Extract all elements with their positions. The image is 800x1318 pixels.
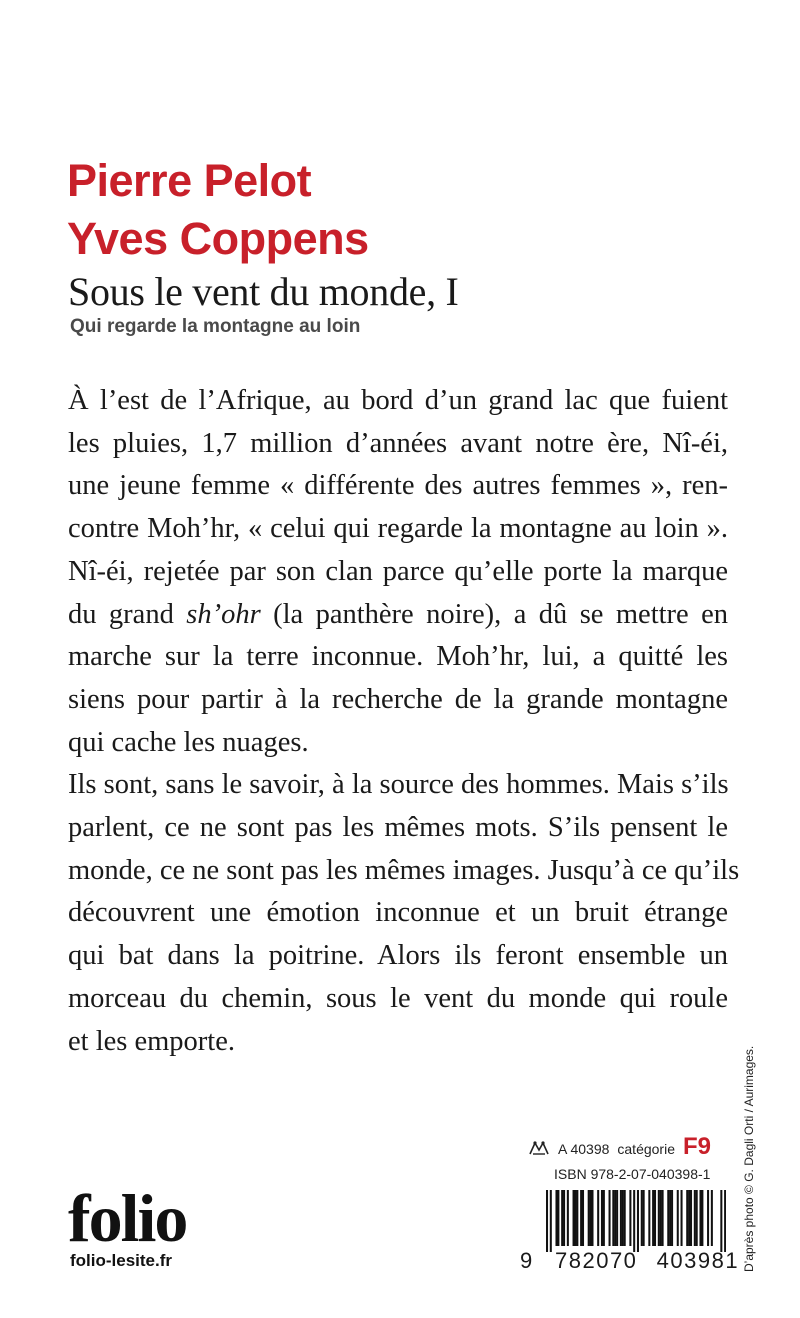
barcode-bar [654, 1190, 656, 1246]
barcode-bar [614, 1190, 616, 1246]
barcode-bar [643, 1190, 645, 1246]
barcode-bar [609, 1190, 611, 1246]
folio-logo: folio [68, 1180, 187, 1256]
barcode-digits [520, 1248, 740, 1274]
blurb-line: parlent, ce ne sont pas les mêmes mots. S’ils pensent le [68, 812, 728, 844]
barcode-bar [671, 1190, 673, 1246]
blurb-line: qui cache les nuages. [68, 726, 309, 758]
barcode-bar [557, 1190, 559, 1246]
barcode-bar [660, 1190, 662, 1246]
barcode-bar [637, 1190, 639, 1252]
barcode-bar [582, 1190, 584, 1246]
barcode-bar [658, 1190, 660, 1246]
barcode-bar [696, 1190, 698, 1246]
barcode-group-left: 782070 [555, 1248, 638, 1273]
barcode-bar [603, 1190, 605, 1246]
blurb-line: contre Moh’hr, « celui qui regarde la montagne au loin ». [68, 513, 728, 545]
blurb-line: qui bat dans la poitrine. Alors ils feront ensemble un [68, 940, 728, 972]
barcode-bar [576, 1190, 578, 1246]
barcode-bar [563, 1190, 565, 1246]
authors [67, 152, 369, 268]
blurb-line: une jeune femme « différente des autres femmes », ren- [68, 470, 728, 502]
barcode-bar [612, 1190, 614, 1246]
barcode-first-digit: 9 [520, 1248, 534, 1273]
blurb-line: morceau du chemin, sous le vent du monde qui roule [68, 982, 728, 1014]
book-subtitle: Qui regarde la montagne au loin [70, 316, 361, 337]
barcode-bar [629, 1190, 631, 1246]
blurb-line: et les emporte. [68, 1025, 235, 1057]
barcode-bar [669, 1190, 671, 1246]
blurb-line: marche sur la terre inconnue. Moh’hr, lui, a quitté les [68, 641, 728, 673]
barcode-bar [662, 1190, 664, 1246]
isbn: ISBN 978-2-07-040398-1 [554, 1166, 711, 1182]
barcode-bar [633, 1190, 635, 1252]
barcode-bar [720, 1190, 722, 1252]
barcode-group-right: 403981 [656, 1248, 740, 1273]
blurb-text: (la panthère noire), a dû se mettre en [260, 598, 729, 630]
barcode-bar [574, 1190, 576, 1246]
barcode-bar [567, 1190, 569, 1246]
folio-publisher-emblem-icon [528, 1140, 550, 1156]
photo-credit: D’après photo © G. Dagli Orti / Aurimages. [742, 1045, 756, 1272]
blurb-italic-term: sh’ohr [186, 598, 261, 630]
barcode-bar [597, 1190, 599, 1246]
barcode-bar [591, 1190, 593, 1246]
barcode-bar [590, 1190, 592, 1246]
barcode-bar [601, 1190, 603, 1246]
barcode-bar [711, 1190, 713, 1246]
catalog-line [528, 1133, 711, 1161]
blurb-line: À l’est de l’Afrique, au bord d’un grand lac que fuient [68, 385, 728, 416]
barcode-bar [624, 1190, 626, 1246]
barcode-bar [648, 1190, 650, 1246]
price-category-code: F9 [682, 1133, 711, 1160]
barcode-bar [616, 1190, 618, 1246]
barcode-bar [546, 1190, 548, 1252]
blurb-line: découvrent une émotion inconnue et un bruit étrange [68, 897, 728, 929]
blurb-text: du grand [68, 598, 187, 630]
blurb-line [68, 594, 728, 637]
barcode-bar [688, 1190, 690, 1246]
barcode-bar [561, 1190, 563, 1246]
barcode-bar [573, 1190, 575, 1246]
barcode-bar [555, 1190, 557, 1246]
barcode-bar [681, 1190, 683, 1246]
barcode-bar [694, 1190, 696, 1246]
book-title: Sous le vent du monde, I [68, 269, 459, 314]
barcode-bar [652, 1190, 654, 1246]
author-name: Yves Coppens [67, 213, 369, 264]
barcode-bar [620, 1190, 622, 1246]
barcode-bar [707, 1190, 709, 1246]
back-cover-blurb [68, 380, 740, 1063]
catalog-code: A 40398 [558, 1141, 610, 1157]
barcode-bar [622, 1190, 624, 1246]
blurb-line: les pluies, 1,7 million d’années avant notre ère, Nî-éi, [68, 427, 728, 459]
barcode-bar [641, 1190, 643, 1246]
blurb-line: siens pour partir à la recherche de la grande montagne [68, 683, 728, 715]
barcode-bar [701, 1190, 703, 1246]
barcode-bar [699, 1190, 701, 1246]
barcode-bar [677, 1190, 679, 1246]
publisher-website: folio-lesite.fr [70, 1251, 173, 1270]
barcode-bars [546, 1190, 726, 1252]
barcode-bar [667, 1190, 669, 1246]
barcode-bar [588, 1190, 590, 1246]
barcode-bar [724, 1190, 726, 1252]
blurb-line: Ils sont, sans le savoir, à la source des hommes. Mais s’ils [68, 769, 729, 801]
barcode-bar [686, 1190, 688, 1246]
barcode [520, 1190, 740, 1275]
author-name: Pierre Pelot [67, 155, 312, 206]
barcode-bar [580, 1190, 582, 1246]
barcode-bar [690, 1190, 692, 1246]
barcode-bar [550, 1190, 552, 1252]
blurb-line: monde, ce ne sont pas les mêmes images. Jusqu’à ce qu’ils [68, 854, 740, 886]
blurb-line: Nî-éi, rejetée par son clan parce qu’elle porte la marque [68, 555, 728, 587]
category-label: catégorie [617, 1141, 675, 1157]
